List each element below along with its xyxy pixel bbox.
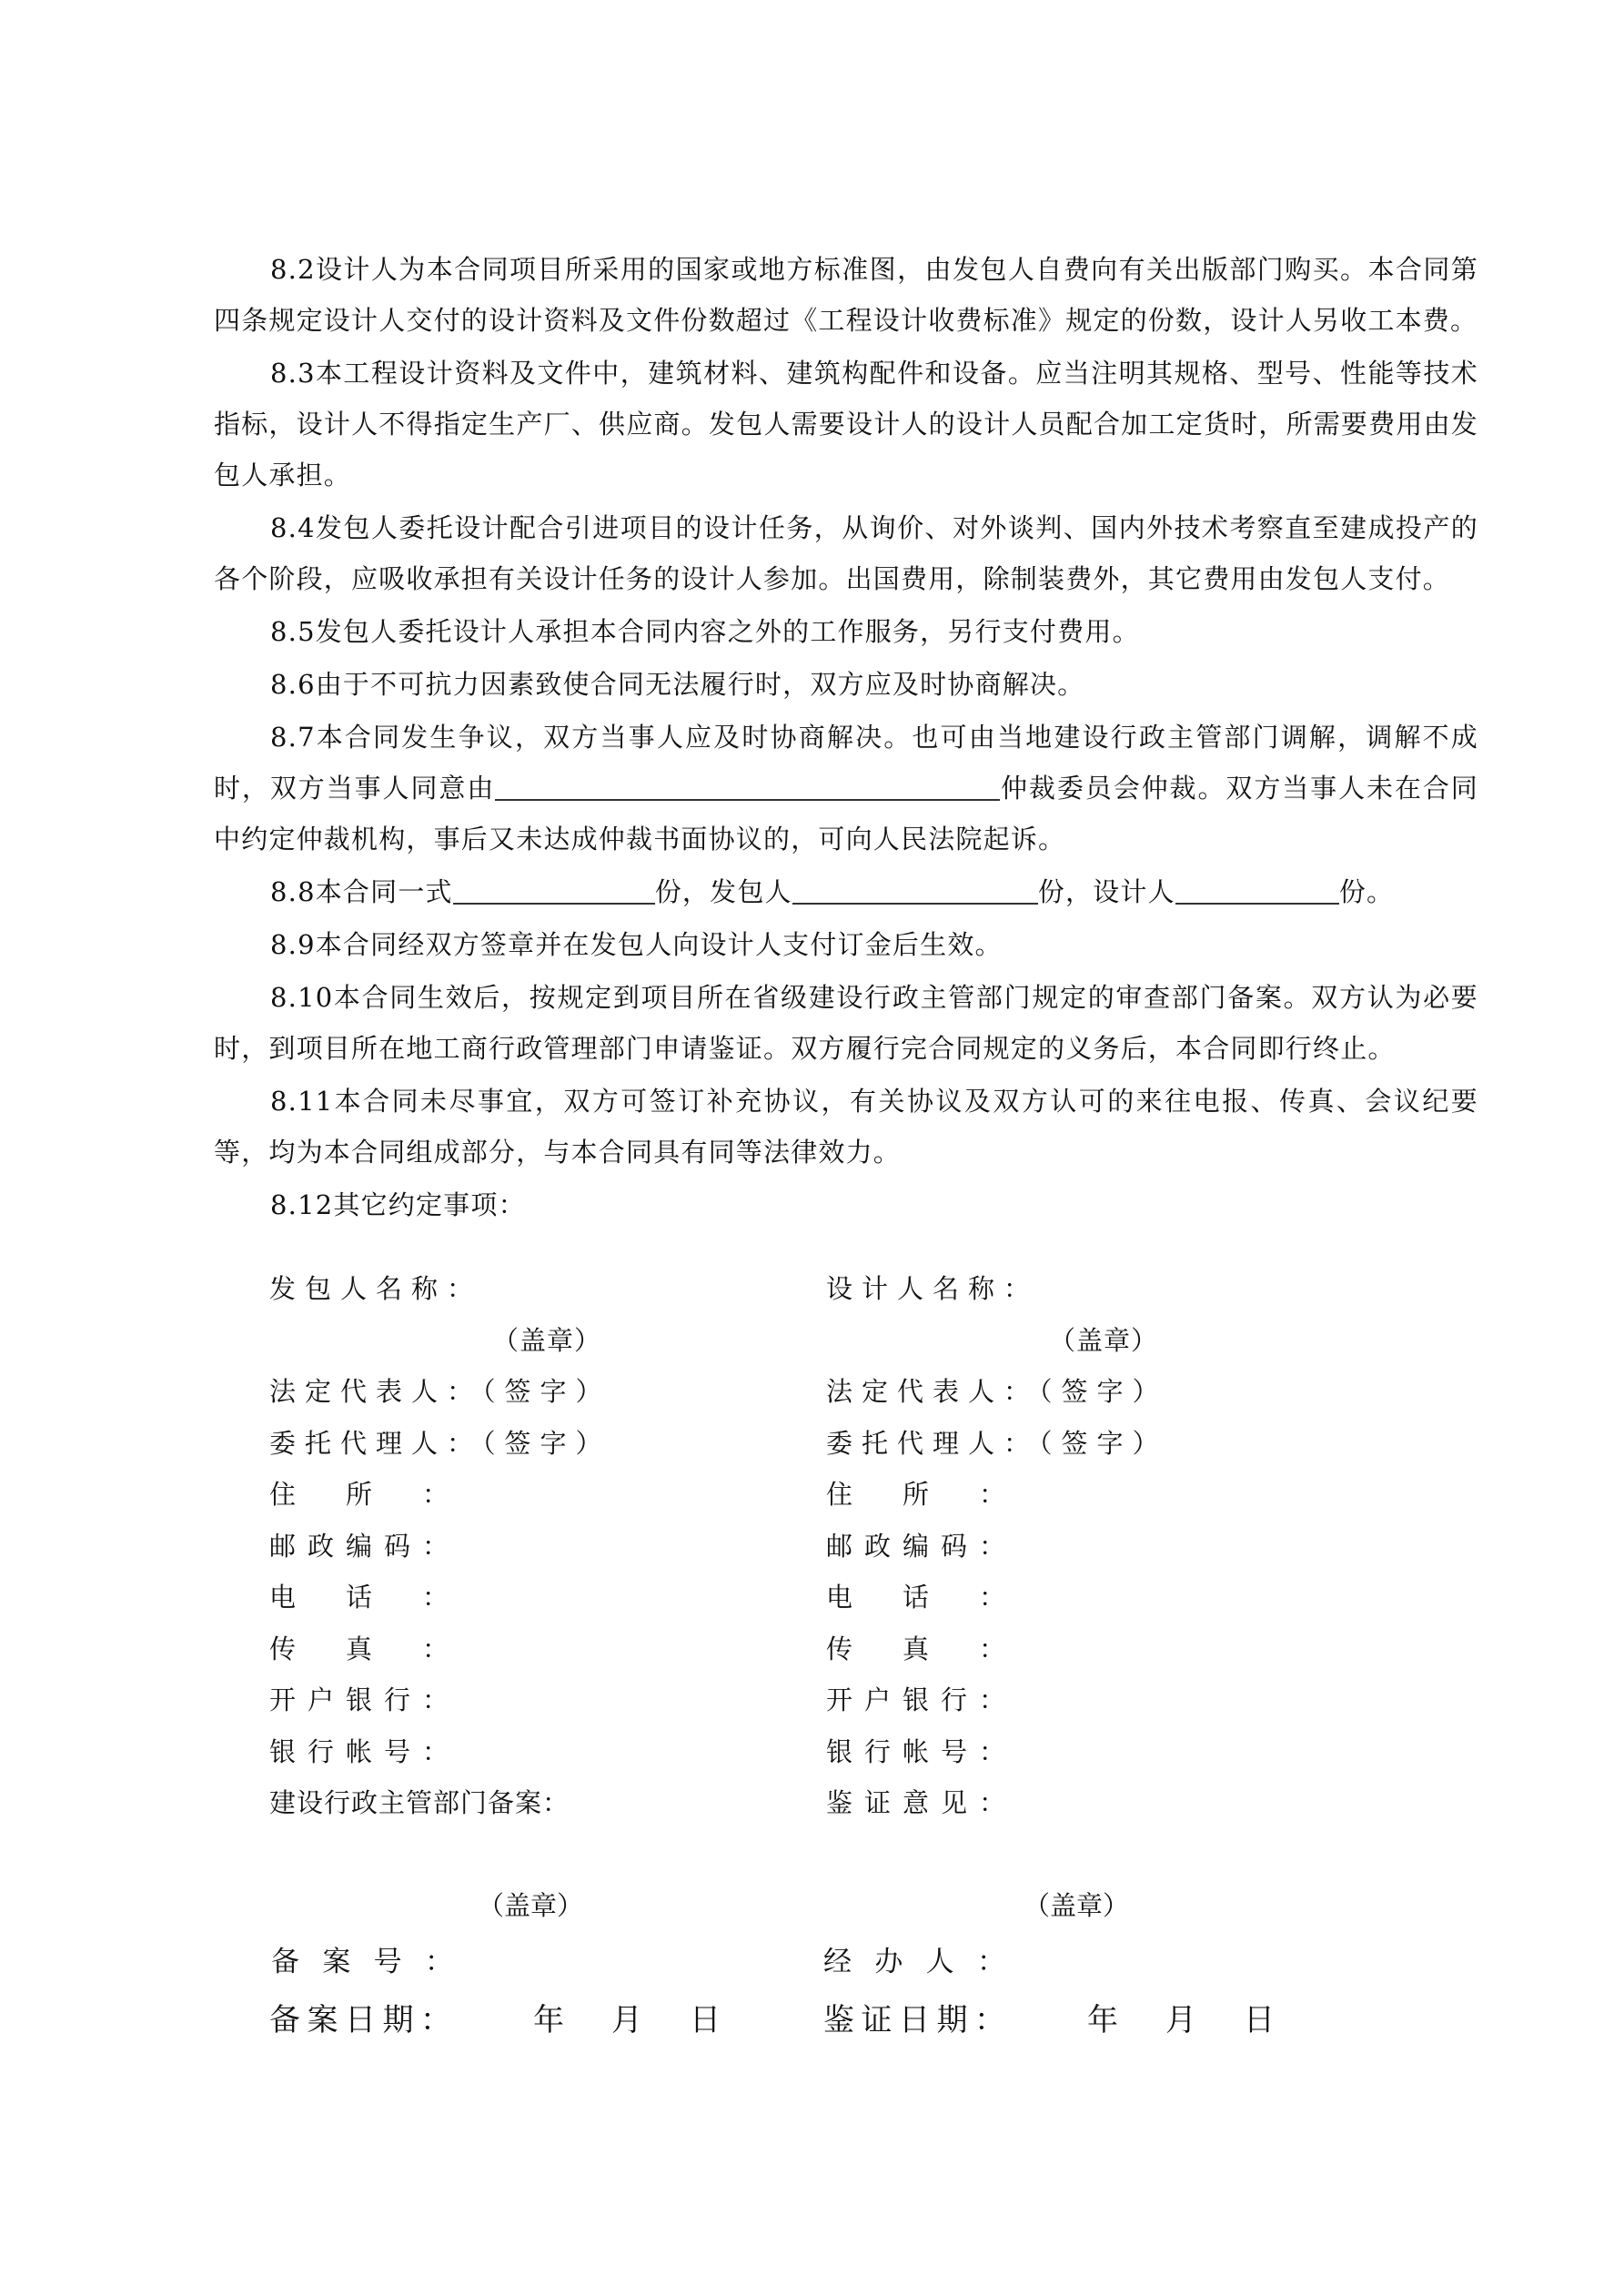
client-agent: 委托代理人：（签字） [269, 1427, 611, 1459]
filing-date-month: 月 [611, 2002, 642, 2038]
designer-verification-label: 鉴证意见： [826, 1787, 1006, 1818]
designer-phone-label: 电话： [826, 1582, 1006, 1613]
client-name-label: 发包人名称： [269, 1273, 483, 1304]
designer-copies-blank[interactable] [1175, 875, 1339, 905]
designer-name-label: 设计人名称： [826, 1273, 1040, 1304]
clause-8-8-part3: 份，设计人 [1037, 876, 1175, 907]
clause-8-4: 8.4发包人委托设计配合引进项目的设计任务，从询价、对外谈判、国内外技术考察直至建成投产的各个阶段，应吸收承担有关设计任务的设计人参加。出国费用，除制装费外，其它费用由发包人支付。 [214, 512, 1478, 594]
clause-8-3: 8.3本工程设计资料及文件中，建筑材料、建筑构配件和设备。应当注明其规格、型号、性能等技术指标，设计人不得指定生产厂、供应商。发包人需要设计人的设计人员配合加工定货时，所需要费用由发包人承担。 [214, 358, 1478, 491]
designer-legal-rep: 法定代表人：（签字） [826, 1376, 1168, 1407]
arbitration-committee-blank[interactable] [495, 772, 1000, 801]
clause-8-7-before: 8.7本合同发生争议，双方当事人应及时协商解决。也可由当地建设行政主管部门调解，调解不成时，双方当事人同意由 [214, 722, 1478, 804]
designer-agent: 委托代理人：（签字） [826, 1427, 1168, 1459]
clause-8-8-part2: 份，发包人 [654, 876, 792, 907]
client-phone-label: 电话： [269, 1582, 449, 1613]
client-legal-rep: 法定代表人：（签字） [269, 1376, 611, 1407]
client-copies-blank[interactable] [792, 875, 1038, 905]
clause-8-11: 8.11本合同未尽事宜，双方可签订补充协议，有关协议及双方认可的来往电报、传真、会议纪要等，均为本合同组成部分，与本合同具有同等法律效力。 [214, 1086, 1478, 1168]
verification-date-label: 鉴证日期： [823, 2002, 1005, 2038]
clause-8-7 [214, 712, 1478, 865]
contract-clauses [214, 244, 1478, 1232]
clause-8-8-part1: 8.8本合同一式 [270, 876, 453, 907]
client-address-label: 住所： [269, 1479, 449, 1510]
client-account-label: 银行帐号： [269, 1735, 449, 1767]
client-fax-label: 传真： [269, 1633, 449, 1664]
clause-8-10: 8.10本合同生效后，按规定到项目所在省级建设行政主管部门规定的审查部门备案。双方认为必要时，到项目所在地工商行政管理部门申请鉴证。双方履行完合同规定的义务后，本合同即行终止。 [214, 982, 1478, 1064]
filing-date-year: 年 [533, 2002, 564, 2038]
verification-date-row [823, 1995, 1275, 2039]
designer-account-label: 银行帐号： [826, 1735, 1006, 1767]
filing-stamp: （盖章） [478, 1890, 584, 1921]
designer-address-label: 住所： [826, 1479, 1006, 1510]
filing-date-day: 日 [690, 2002, 721, 2038]
filing-date-row [269, 1995, 721, 2039]
verification-date-year: 年 [1087, 2002, 1118, 2038]
client-signature-block [269, 1263, 611, 1829]
clause-8-12: 8.12其它约定事项： [270, 1189, 526, 1220]
record-number-label: 备案号： [271, 1946, 453, 1978]
clause-8-5: 8.5发包人委托设计人承担本合同内容之外的工作服务，另行支付费用。 [270, 616, 1140, 647]
designer-postcode-label: 邮政编码： [826, 1530, 1006, 1562]
client-stamp: （盖章） [492, 1324, 602, 1356]
verification-date-day: 日 [1244, 2002, 1275, 2038]
clause-8-8-part4: 份。 [1338, 876, 1395, 907]
clause-8-9: 8.9本合同经双方签章并在发包人向设计人支付订金后生效。 [270, 929, 1003, 960]
clause-8-7-after: 仲裁委员会仲裁。双方当事人未在合同中约定仲裁机构，事后又未达成仲裁书面协议的，可向人民法院起诉。 [214, 773, 1478, 855]
designer-signature-block [826, 1263, 1168, 1829]
designer-fax-label: 传真： [826, 1633, 1006, 1664]
handler-label: 经办人： [823, 1946, 1005, 1978]
clause-8-2: 8.2设计人为本合同项目所采用的国家或地方标准图，由发包人自费向有关出版部门购买。本合同第四条规定设计人交付的设计资料及文件份数超过《工程设计收费标准》规定的份数，设计人另收工本费。 [214, 254, 1478, 336]
designer-bank-label: 开户银行： [826, 1684, 1006, 1715]
clause-8-8 [214, 866, 1478, 917]
client-postcode-label: 邮政编码： [269, 1530, 449, 1562]
total-copies-blank[interactable] [453, 875, 655, 905]
verification-date-month: 月 [1165, 2002, 1196, 2038]
client-bank-label: 开户银行： [269, 1684, 449, 1715]
verification-stamp: （盖章） [1024, 1890, 1130, 1921]
clause-8-6: 8.6由于不可抗力因素致使合同无法履行时，双方应及时协商解决。 [270, 669, 1085, 700]
record-number-row [271, 1938, 453, 1979]
filing-date-label: 备案日期： [269, 2002, 451, 2038]
handler-row [823, 1938, 1005, 1979]
client-filing-label: 建设行政主管部门备案： [269, 1787, 570, 1818]
designer-stamp: （盖章） [1049, 1324, 1159, 1356]
